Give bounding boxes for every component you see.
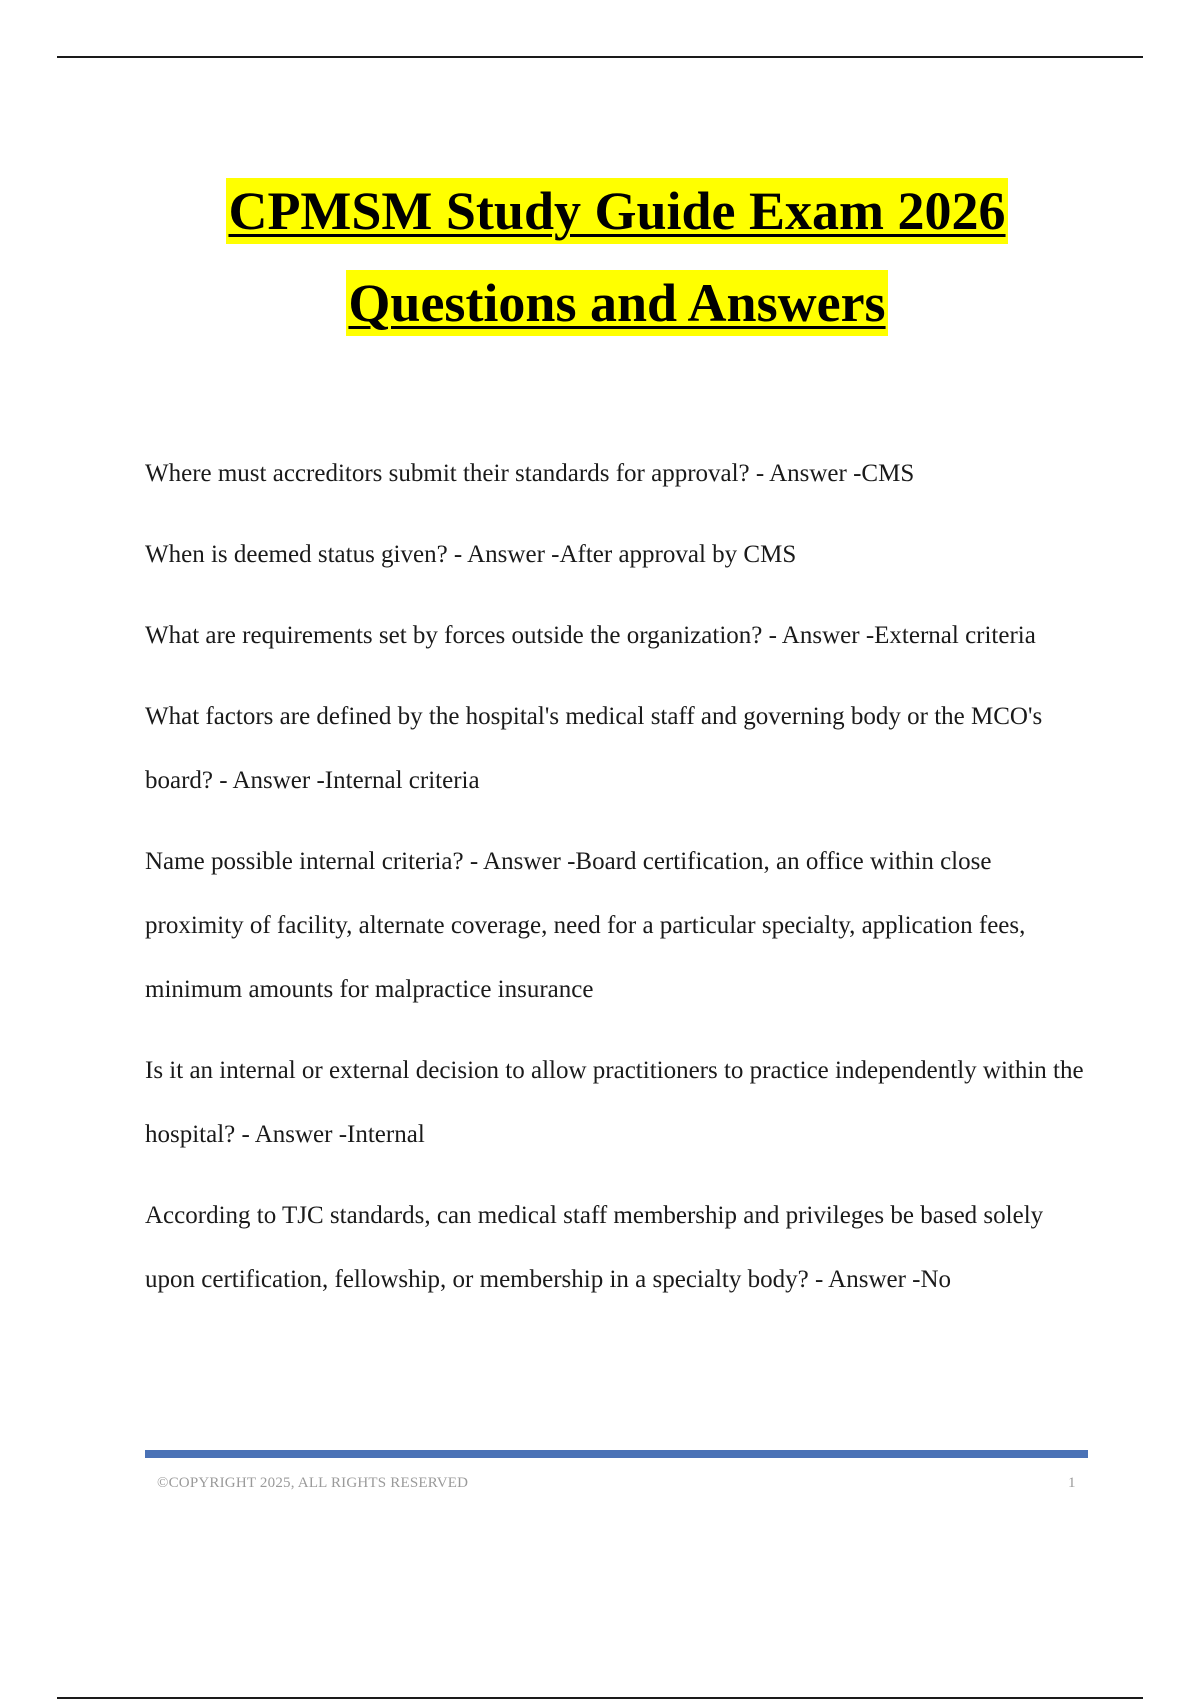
document-title <box>0 178 1200 336</box>
page-number: 1 <box>1068 1475 1076 1491</box>
qa-item-2: When is deemed status given? - Answer -After approval by CMS <box>145 541 797 568</box>
qa-item-3: What are requirements set by forces outside the organization? - Answer -External criteria <box>145 622 1036 649</box>
footer-bar <box>145 1450 1088 1458</box>
qa-item-7: According to TJC standards, can medical staff membership and privileges be based solely upon certification, fellowship, or membership in a specialty body? - Answer -No <box>145 1202 1044 1293</box>
qa-list <box>145 442 1095 1329</box>
qa-item-5: Name possible internal criteria? - Answer -Board certification, an office within close proximity of facility, alternate coverage, need for a particular specialty, application fees, minimum amounts for malpractice insurance <box>145 848 1026 1003</box>
qa-item-4: What factors are defined by the hospital's medical staff and governing body or the MCO's board? - Answer -Internal criteria <box>145 703 1043 794</box>
header-rule <box>57 56 1143 58</box>
title-line-2: Questions and Answers <box>346 270 887 336</box>
footer-copyright: ©COPYRIGHT 2025, ALL RIGHTS RESERVED <box>157 1475 469 1491</box>
qa-item-1: Where must accreditors submit their standards for approval? - Answer -CMS <box>145 460 915 487</box>
qa-item-6: Is it an internal or external decision to allow practitioners to practice independently within the hospital? - Answer -Internal <box>145 1057 1084 1148</box>
title-line-1: CPMSM Study Guide Exam 2026 <box>226 178 1007 244</box>
bottom-rule <box>57 1697 1143 1699</box>
